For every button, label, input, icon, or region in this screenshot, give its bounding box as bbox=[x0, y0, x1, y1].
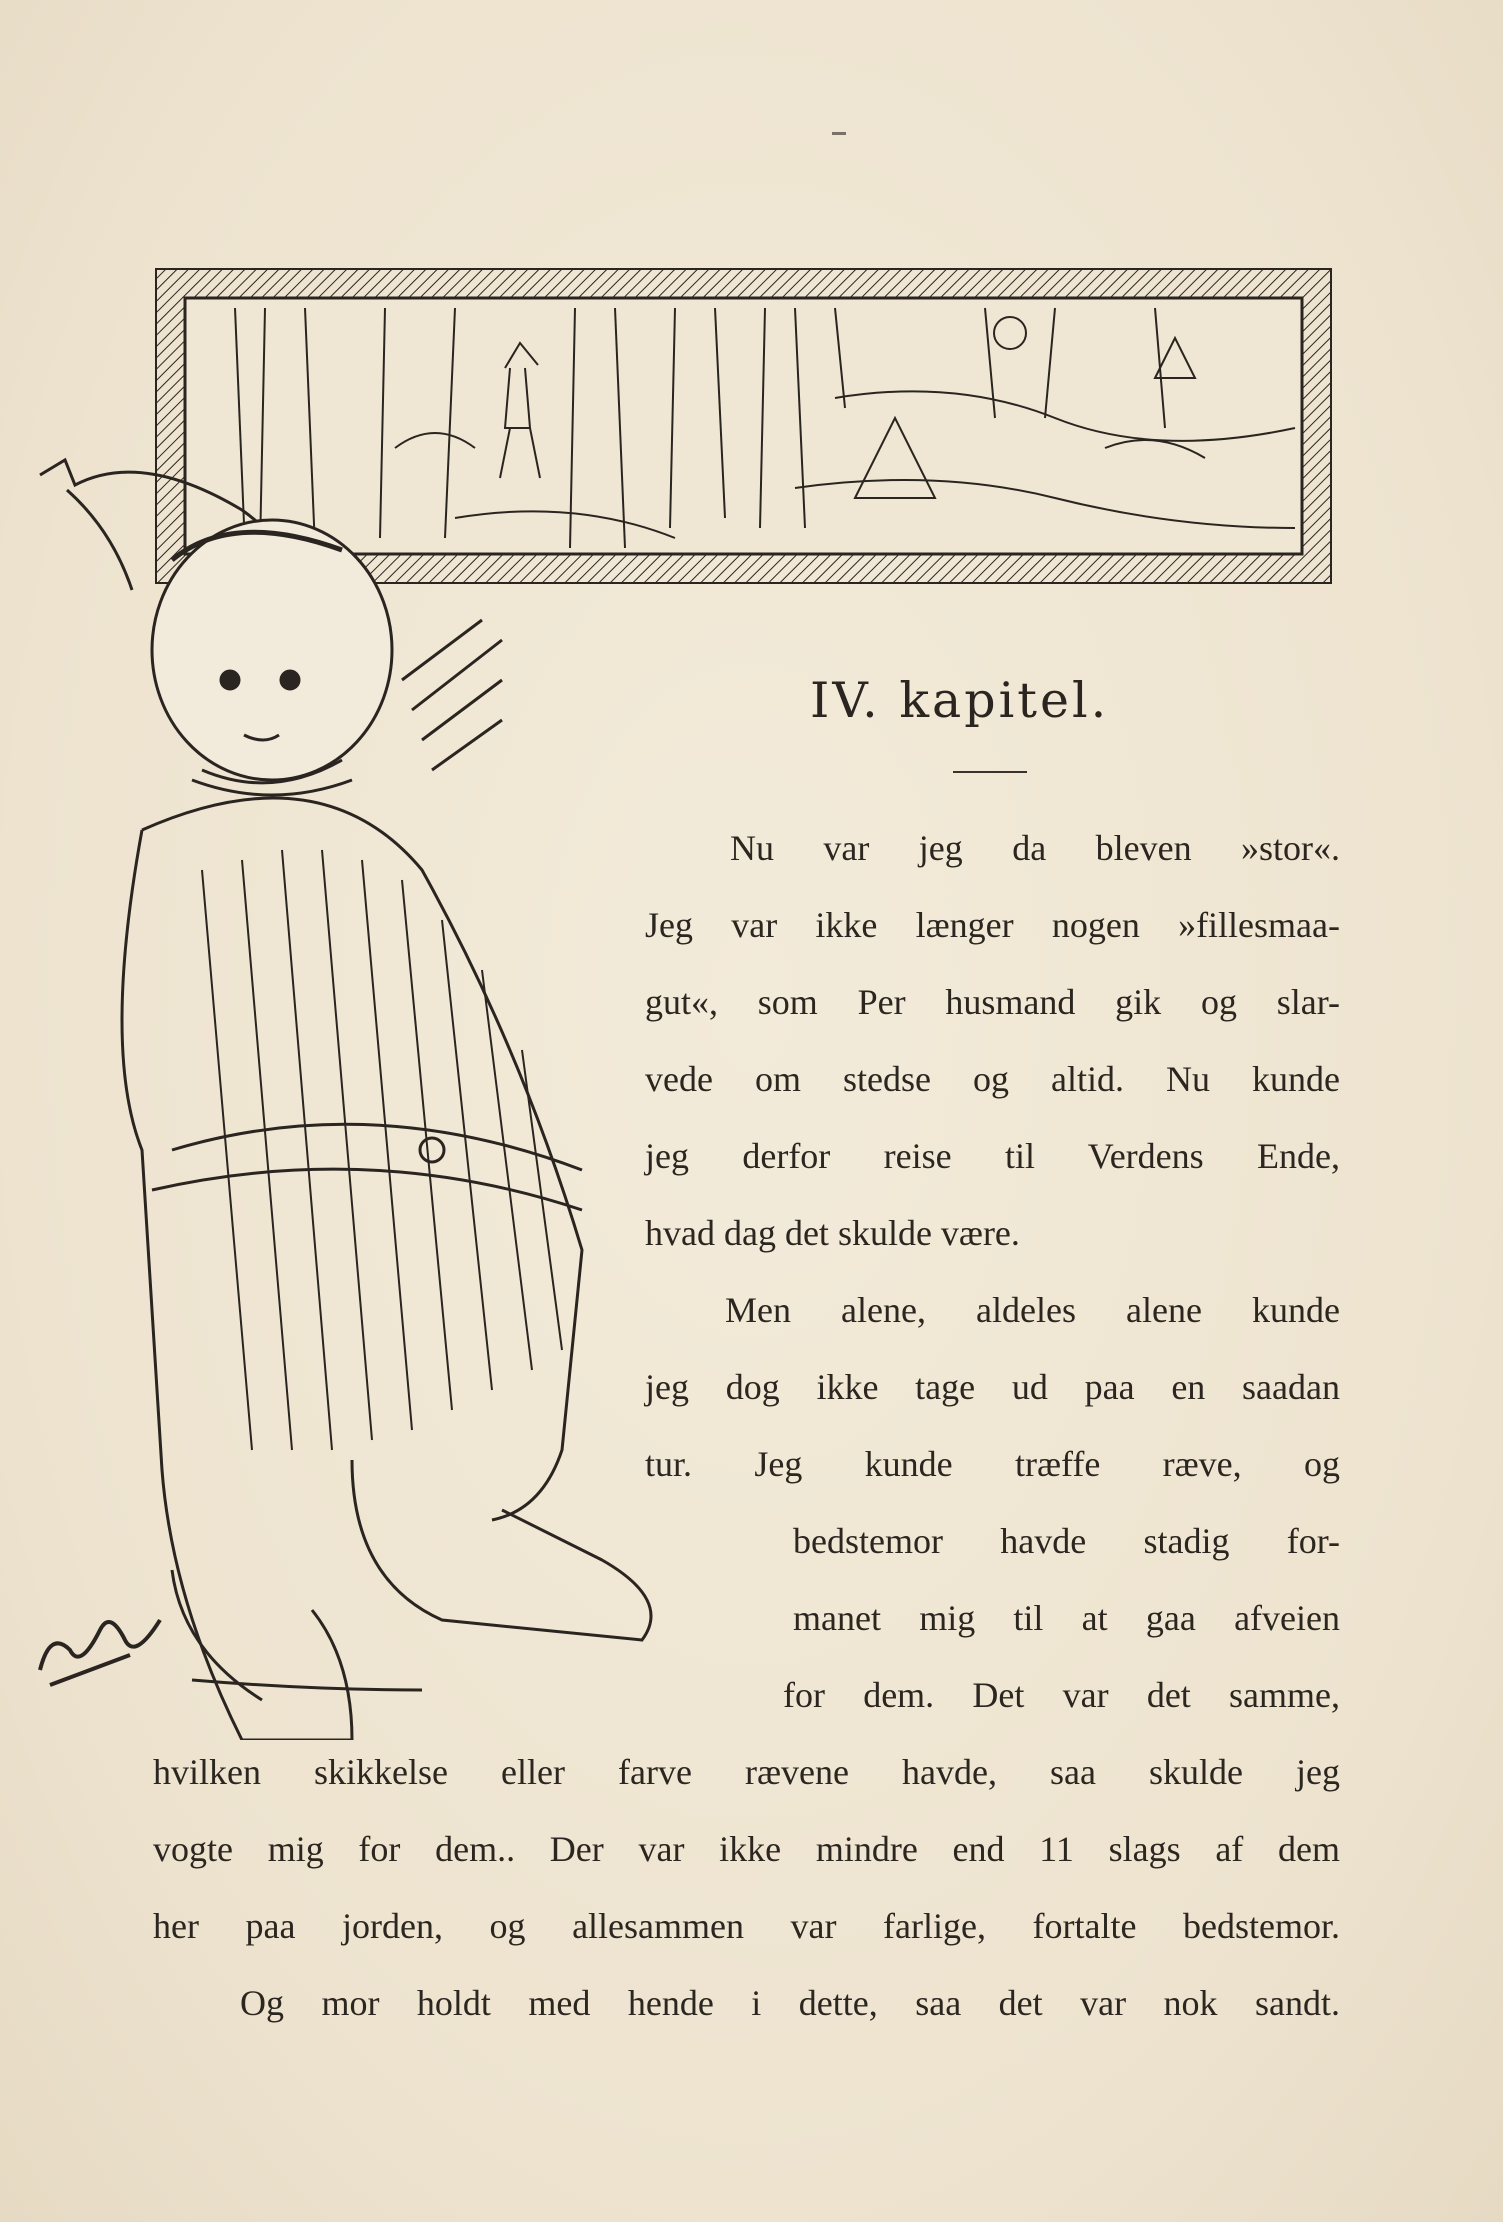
text-line: Jeg var ikke længer nogen »fillesmaa- bbox=[645, 905, 1340, 945]
text-line: Nu var jeg da bleven »stor«. bbox=[730, 828, 1340, 868]
boy-in-stocking-cap-illustration bbox=[22, 450, 732, 1740]
text-line: vede om stedse og altid. Nu kunde bbox=[645, 1059, 1340, 1099]
text-line: Men alene, aldeles alene kunde bbox=[725, 1290, 1340, 1330]
text-line: hvad dag det skulde være. bbox=[645, 1213, 1020, 1253]
text-line: hvilken skikkelse eller farve rævene havde, saa skulde jeg bbox=[153, 1752, 1340, 1792]
printer-mark bbox=[832, 132, 846, 135]
text-line: bedstemor havde stadig for- bbox=[793, 1521, 1340, 1561]
title-divider bbox=[953, 771, 1027, 773]
text-line: gut«, som Per husmand gik og slar- bbox=[645, 982, 1340, 1022]
text-line: jeg derfor reise til Verdens Ende, bbox=[645, 1136, 1340, 1176]
text-line: jeg dog ikke tage ud paa en saadan bbox=[645, 1367, 1340, 1407]
text-line: tur. Jeg kunde træffe ræve, og bbox=[645, 1444, 1340, 1484]
text-line: Og mor holdt med hende i dette, saa det var nok sandt. bbox=[240, 1983, 1340, 2023]
text-line: manet mig til at gaa afveien bbox=[793, 1598, 1340, 1638]
text-line: for dem. Det var det samme, bbox=[783, 1675, 1340, 1715]
chapter-title: IV. kapitel. bbox=[810, 672, 1110, 729]
text-line: vogte mig for dem.. Der var ikke mindre end 11 slags af dem bbox=[153, 1829, 1340, 1869]
artist-signature bbox=[30, 1600, 170, 1700]
text-line: her paa jorden, og allesammen var farlige, fortalte bedstemor. bbox=[153, 1906, 1340, 1946]
